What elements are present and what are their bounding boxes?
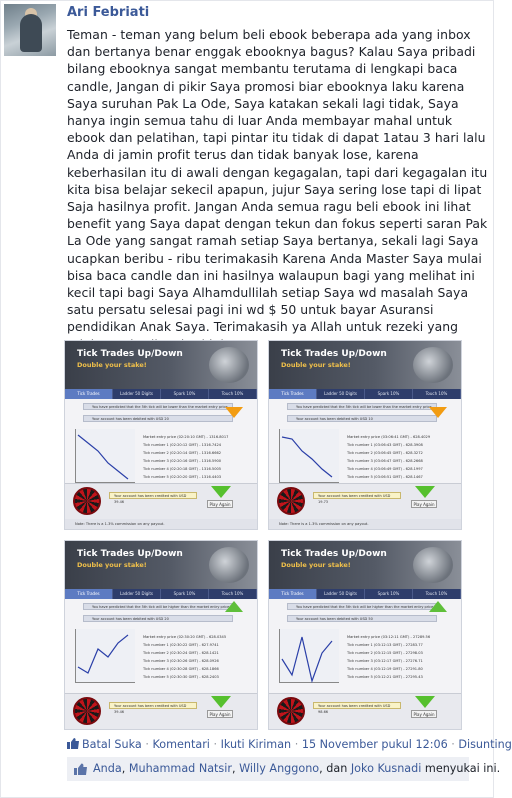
- tick-chart: [75, 629, 135, 683]
- play-again-button[interactable]: Play Again: [207, 710, 233, 718]
- screenshot-tabs: [269, 589, 461, 599]
- screenshot-tab: Ladder 50 Digits: [317, 389, 365, 399]
- avatar[interactable]: [4, 4, 56, 56]
- screenshot-title: Tick Trades Up/Down: [281, 349, 387, 359]
- comment-link[interactable]: Komentari: [152, 738, 210, 751]
- thumbs-up-icon: [74, 763, 87, 775]
- screenshot-tab: Spark 10%: [365, 589, 413, 599]
- tick-row: Tick number 2 (02:30:24 GMT) - 628.1421: [143, 651, 219, 655]
- avatar-figure: [20, 14, 42, 52]
- screenshot-tab: Tick Trades: [269, 589, 317, 599]
- screenshot-header: [65, 541, 257, 589]
- prediction-text: You have predicted that the 5th tick will be lower than the market entry price.: [287, 403, 437, 410]
- tick-row: Tick number 5 (02:20:20 GMT) - 1316.4403: [143, 475, 222, 479]
- play-again-button[interactable]: Play Again: [411, 710, 437, 718]
- screenshot-subtitle: Double your stake!: [281, 561, 351, 569]
- screenshot-tab: Touch 10%: [209, 389, 257, 399]
- prediction-text: You have predicted that the 5th tick will be higher than the market entry price.: [83, 603, 233, 610]
- tick-line: [280, 629, 340, 683]
- trade-screenshot[interactable]: [268, 540, 462, 730]
- screenshot-header: [269, 541, 461, 589]
- screenshot-tab: Spark 10%: [365, 389, 413, 399]
- down-arrow-icon: [225, 407, 243, 418]
- tick-row: Market entry price (02:20:10 GMT) - 1316.8017: [143, 435, 229, 439]
- roulette-wheel-icon: [73, 487, 101, 515]
- screenshot-tabs: [65, 589, 257, 599]
- tick-line: [280, 429, 340, 483]
- tick-row: Tick number 5 (03:06:51 GMT) - 628.1467: [347, 475, 423, 479]
- tick-row: Tick number 3 (02:30:26 GMT) - 628.0926: [143, 659, 219, 663]
- separator: ·: [141, 738, 153, 751]
- screenshot-footer: [269, 693, 461, 729]
- tick-row: Tick number 4 (03:06:49 GMT) - 628.1997: [347, 467, 423, 471]
- green-arrow-icon: [211, 486, 231, 498]
- screenshot-tab: Ladder 50 Digits: [317, 589, 365, 599]
- likes-suffix: menyukai ini.: [421, 762, 501, 775]
- up-arrow-icon: [225, 601, 243, 612]
- follow-post-link[interactable]: Ikuti Kiriman: [220, 738, 292, 751]
- like-icon: [67, 738, 79, 749]
- tick-list: [143, 433, 251, 481]
- play-again-button[interactable]: Play Again: [411, 500, 437, 508]
- coin-graphic: [413, 547, 453, 583]
- unlike-link[interactable]: Batal Suka: [82, 738, 142, 751]
- screenshot-footer: [65, 693, 257, 729]
- screenshot-header: [65, 341, 257, 389]
- screenshot-subtitle: Double your stake!: [281, 361, 351, 369]
- separator: , dan: [319, 762, 351, 775]
- tick-row: Tick number 2 (03:06:45 GMT) - 628.3272: [347, 451, 423, 455]
- tick-line: [76, 629, 136, 683]
- tick-row: Tick number 2 (03:12:15 GMT) - 27298.03: [347, 651, 423, 655]
- trade-screenshot[interactable]: [268, 340, 462, 530]
- tick-row: Tick number 4 (03:12:19 GMT) - 27291.80: [347, 667, 423, 671]
- edited-link[interactable]: Disunting: [458, 738, 512, 751]
- tick-line: [76, 429, 136, 483]
- debit-text: Your account has been debited with USD 20: [83, 415, 233, 422]
- tick-row: Tick number 1 (03:06:43 GMT) - 628.3908: [347, 443, 423, 447]
- tick-list: [347, 433, 455, 481]
- screenshot-title: Tick Trades Up/Down: [281, 549, 387, 559]
- screenshot-tab: Tick Trades: [65, 389, 113, 399]
- tick-row: Tick number 1 (02:20:12 GMT) - 1316.7424: [143, 443, 222, 447]
- tick-row: Tick number 1 (02:30:22 GMT) - 627.9741: [143, 643, 219, 647]
- likes-you[interactable]: Anda: [93, 762, 122, 775]
- likes-user-2[interactable]: Willy Anggono: [239, 762, 320, 775]
- roulette-wheel-icon: [73, 697, 101, 725]
- green-arrow-icon: [415, 696, 435, 708]
- tick-chart: [279, 429, 339, 483]
- tick-row: Market entry price (03:12:11 GMT) - 27289.56: [347, 635, 431, 639]
- screenshot-tab: Ladder 50 Digits: [113, 589, 161, 599]
- screenshot-tab: Spark 10%: [161, 589, 209, 599]
- trade-screenshot[interactable]: [64, 540, 258, 730]
- debit-text: Your account has been debited with USD 50: [287, 615, 437, 622]
- credit-text: Your account has been credited with USD 39.46: [109, 702, 197, 709]
- tick-row: Market entry price (02:30:20 GMT) - 628.0345: [143, 635, 227, 639]
- credit-text: Your account has been credited with USD 19.73: [313, 492, 401, 499]
- likes-user-3[interactable]: Joko Kusnadi: [350, 762, 422, 775]
- play-again-button[interactable]: Play Again: [207, 500, 233, 508]
- photo-grid: [64, 340, 462, 728]
- separator: ·: [209, 738, 221, 751]
- screenshot-subtitle: Double your stake!: [77, 561, 147, 569]
- screenshot-tab: Touch 10%: [413, 389, 461, 399]
- screenshot-tabs: [269, 389, 461, 399]
- tick-row: Tick number 3 (03:06:47 GMT) - 628.2668: [347, 459, 423, 463]
- separator: ·: [447, 738, 459, 751]
- tick-chart: [279, 629, 339, 683]
- tick-row: Tick number 5 (03:12:21 GMT) - 27295.43: [347, 675, 423, 679]
- screenshot-tab: Touch 10%: [209, 589, 257, 599]
- tick-row: Tick number 4 (02:20:18 GMT) - 1316.5005: [143, 467, 222, 471]
- down-arrow-icon: [429, 407, 447, 418]
- screenshot-tab: Ladder 50 Digits: [113, 389, 161, 399]
- tick-row: Tick number 3 (03:12:17 GMT) - 27276.71: [347, 659, 423, 663]
- tick-row: Tick number 5 (02:30:30 GMT) - 628.2403: [143, 675, 219, 679]
- screenshot-tab: Tick Trades: [65, 589, 113, 599]
- screenshot-tab: Spark 10%: [161, 389, 209, 399]
- screenshot-footer: [65, 483, 257, 519]
- commission-note: Note: There is a 1.3% commission on any payout.: [269, 519, 461, 529]
- commission-note: Note: There is a 1.3% commission on any payout.: [65, 519, 257, 529]
- screenshot-footer: [269, 483, 461, 519]
- separator: ·: [291, 738, 302, 751]
- screenshot-tabs: [65, 389, 257, 399]
- likes-user-1[interactable]: Muhammad Natsir: [128, 762, 232, 775]
- coin-graphic: [209, 547, 249, 583]
- likes-bar: [67, 757, 501, 781]
- screenshot-title: Tick Trades Up/Down: [77, 349, 183, 359]
- tick-row: Tick number 2 (02:20:14 GMT) - 1316.6662: [143, 451, 222, 455]
- tick-row: Tick number 4 (02:30:28 GMT) - 628.1866: [143, 667, 219, 671]
- prediction-text: You have predicted that the 5th tick will be lower than the market entry price.: [83, 403, 233, 410]
- screenshot-tab: Tick Trades: [269, 389, 317, 399]
- credit-text: Your account has been credited with USD 39.46: [109, 492, 197, 499]
- credit-text: Your account has been credited with USD 98.66: [313, 702, 401, 709]
- screenshot-subtitle: Double your stake!: [77, 361, 147, 369]
- tick-chart: [75, 429, 135, 483]
- roulette-wheel-icon: [277, 697, 305, 725]
- screenshot-header: [269, 341, 461, 389]
- author-name[interactable]: Ari Febriati: [67, 5, 150, 20]
- timestamp-link[interactable]: 15 November pukul 12:06: [301, 738, 448, 751]
- prediction-text: You have predicted that the 5th tick will be higher than the market entry price.: [287, 603, 437, 610]
- coin-graphic: [209, 347, 249, 383]
- tick-row: Tick number 3 (02:20:16 GMT) - 1316.5900: [143, 459, 222, 463]
- tick-row: Tick number 1 (03:12:13 GMT) - 27283.77: [347, 643, 423, 647]
- tick-list: [347, 633, 455, 681]
- trade-screenshot[interactable]: [64, 340, 258, 530]
- roulette-wheel-icon: [277, 487, 305, 515]
- separator: ,: [231, 762, 240, 775]
- tick-row: Market entry price (03:06:41 GMT) - 628.4029: [347, 435, 431, 439]
- screenshot-title: Tick Trades Up/Down: [77, 549, 183, 559]
- post-body: Teman - teman yang belum beli ebook beberapa ada yang inbox dan bertanya benar enggak ebooknya bagus? Kalau Saya pribadi bilang ebooknya sangat membantu terutama di lengkapi baca candle, Jangan di pikir Saya promosi biar ebooknya laku karena Saya suruhan Pak La Ode, Saya katakan sekali lagi tidak, Saya hanya ingin semua tahu di luar Anda membayar mahal untuk ebook dan pelatihan, tapi pintar itu tidak di dapat 1atau 3 hari lalu Anda di jamin profit terus dan tidak banyak lose, karena keberhasilan itu di awali dengan kegagalan, tapi dari kegagalan itu kita bisa belajar sekecil apapun, jujur Saya sering lose tapi di lipat Saja hasilnya profit. Jangan Anda semua ragu beli ebook ini lihat benefit yang Saya dapat dengan tekun dan fokus seperti saran Pak La Ode yang sangat ramah setiap Saya bertanya, sekali lagi Saya ucapkan beribu - ribu terimakasih Karena Anda Master Saya mulai bisa baca candle dan ini hasilnya walaupun bagi yang melihat ini kecil tapi bagi Saya Alhamdullilah setiap Saya wd masalah Saya satu persatu selesai pagi ini wd $ 50 untuk bayar Asuransi pendidikan Anak Saya. Terimakasih ya Allah untuk rezeki yang: [67, 27, 488, 335]
- green-arrow-icon: [211, 696, 231, 708]
- green-arrow-icon: [415, 486, 435, 498]
- debit-text: Your account has been debited with USD 20: [83, 615, 233, 622]
- up-arrow-icon: [429, 601, 447, 612]
- post-actions: [67, 738, 512, 751]
- screenshot-tab: Touch 10%: [413, 589, 461, 599]
- tick-list: [143, 633, 251, 681]
- separator: ,: [121, 762, 129, 775]
- debit-text: Your account has been debited with USD 10: [287, 415, 437, 422]
- coin-graphic: [413, 347, 453, 383]
